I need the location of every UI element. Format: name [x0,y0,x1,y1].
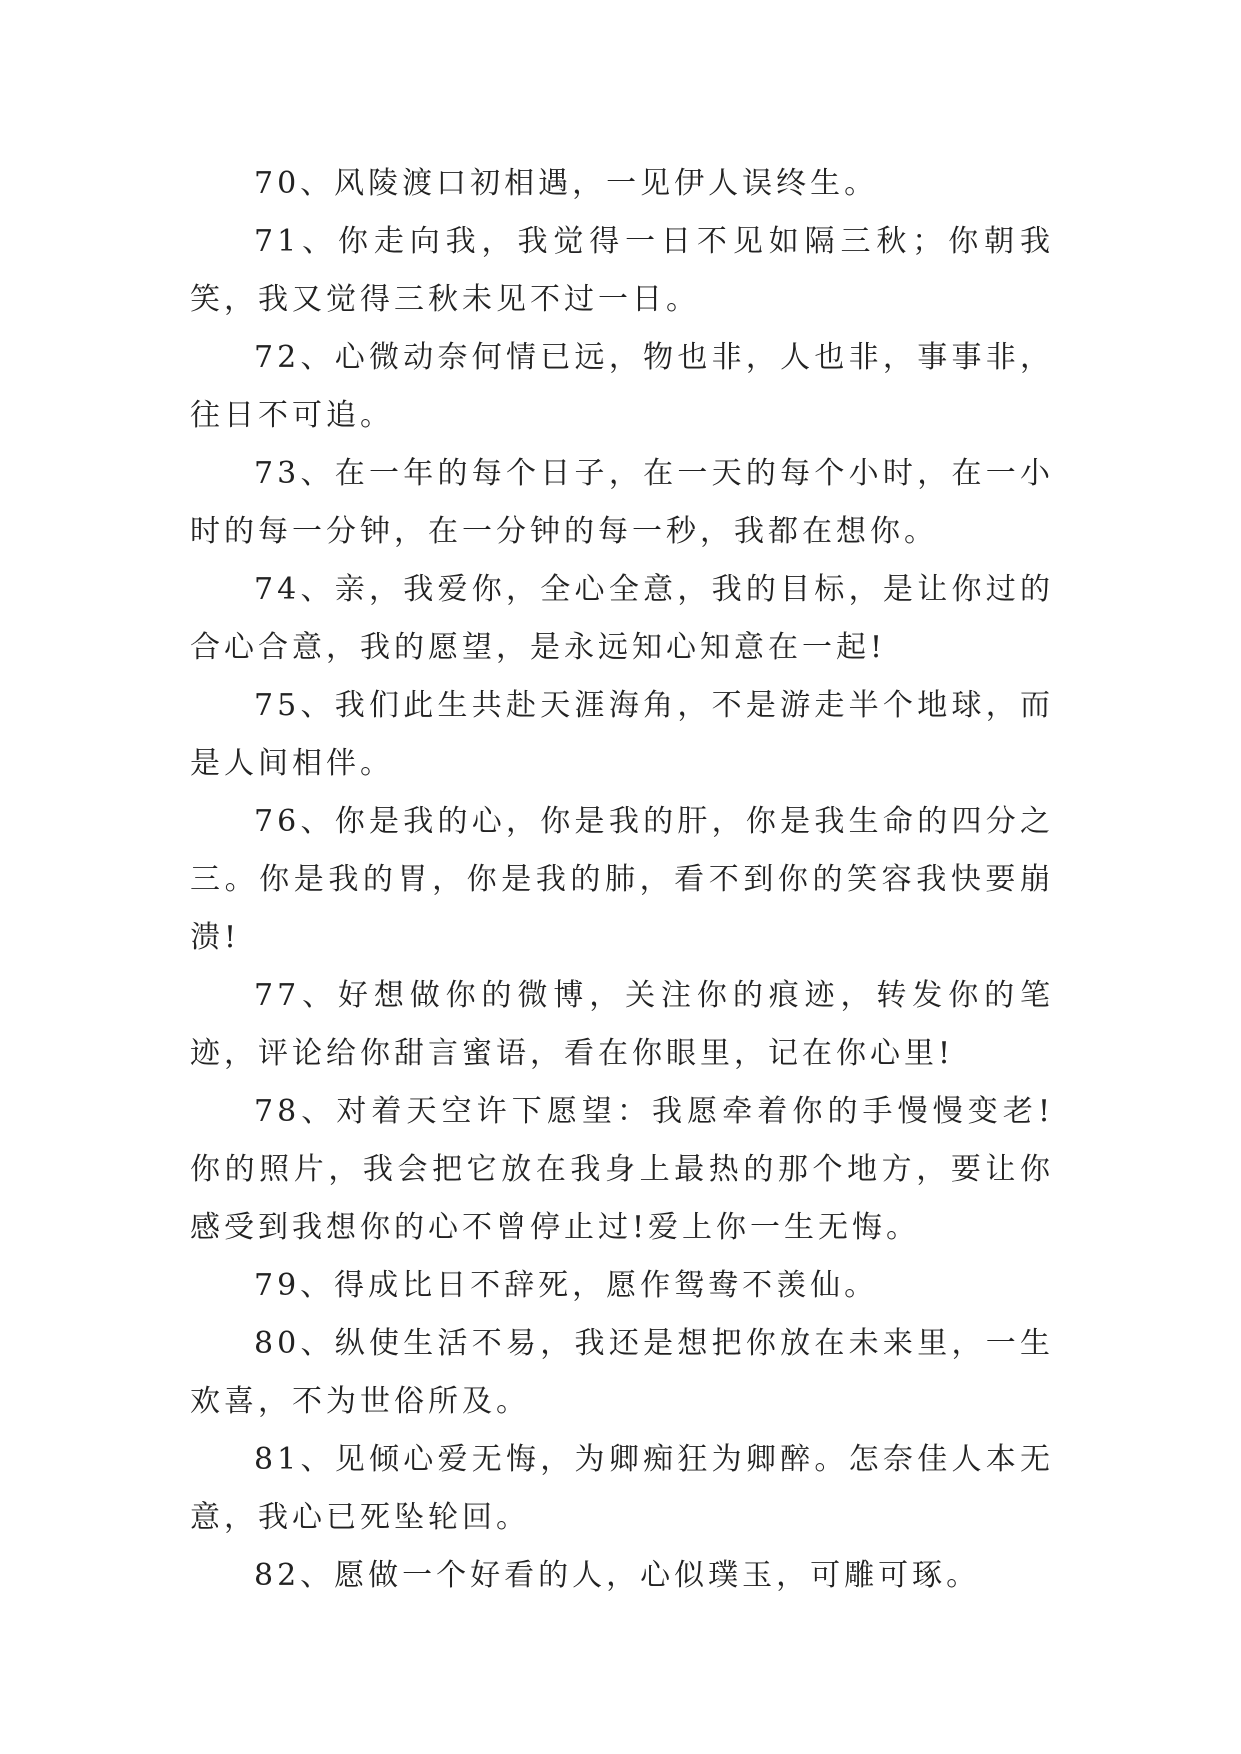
paragraph-74: 74、亲，我爱你，全心全意，我的目标，是让你过的合心合意，我的愿望，是永远知心知意在一起! [190,572,1054,665]
document-body [190,155,1054,1605]
paragraph-73: 73、在一年的每个日子，在一天的每个小时，在一小时的每一分钟，在一分钟的每一秒，我都在想你。 [190,456,1054,549]
paragraph-78: 78、对着天空许下愿望：我愿牵着你的手慢慢变老!你的照片，我会把它放在我身上最热的那个地方，要让你感受到我想你的心不曾停止过!爱上你一生无悔。 [190,1094,1054,1245]
paragraph-75: 75、我们此生共赴天涯海角，不是游走半个地球，而是人间相伴。 [190,688,1054,781]
paragraph-76: 76、你是我的心，你是我的肝，你是我生命的四分之三。你是我的胃，你是我的肺，看不到你的笑容我快要崩溃! [190,804,1054,955]
paragraph-70: 70、风陵渡口初相遇，一见伊人误终生。 [254,166,879,201]
paragraph-82: 82、愿做一个好看的人，心似璞玉，可雕可琢。 [254,1558,981,1593]
paragraph-72: 72、心微动奈何情已远，物也非，人也非，事事非，往日不可追。 [190,340,1054,433]
paragraph-77: 77、好想做你的微博，关注你的痕迹，转发你的笔迹，评论给你甜言蜜语，看在你眼里，记在你心里! [190,978,1054,1071]
paragraph-79: 79、得成比日不辞死，愿作鸳鸯不羡仙。 [254,1268,879,1303]
paragraph-81: 81、见倾心爱无悔，为卿痴狂为卿醉。怎奈佳人本无意，我心已死坠轮回。 [190,1442,1054,1535]
paragraph-71: 71、你走向我，我觉得一日不见如隔三秋；你朝我笑，我又觉得三秋未见不过一日。 [190,224,1054,317]
paragraph-80: 80、纵使生活不易，我还是想把你放在未来里，一生欢喜，不为世俗所及。 [190,1326,1054,1419]
